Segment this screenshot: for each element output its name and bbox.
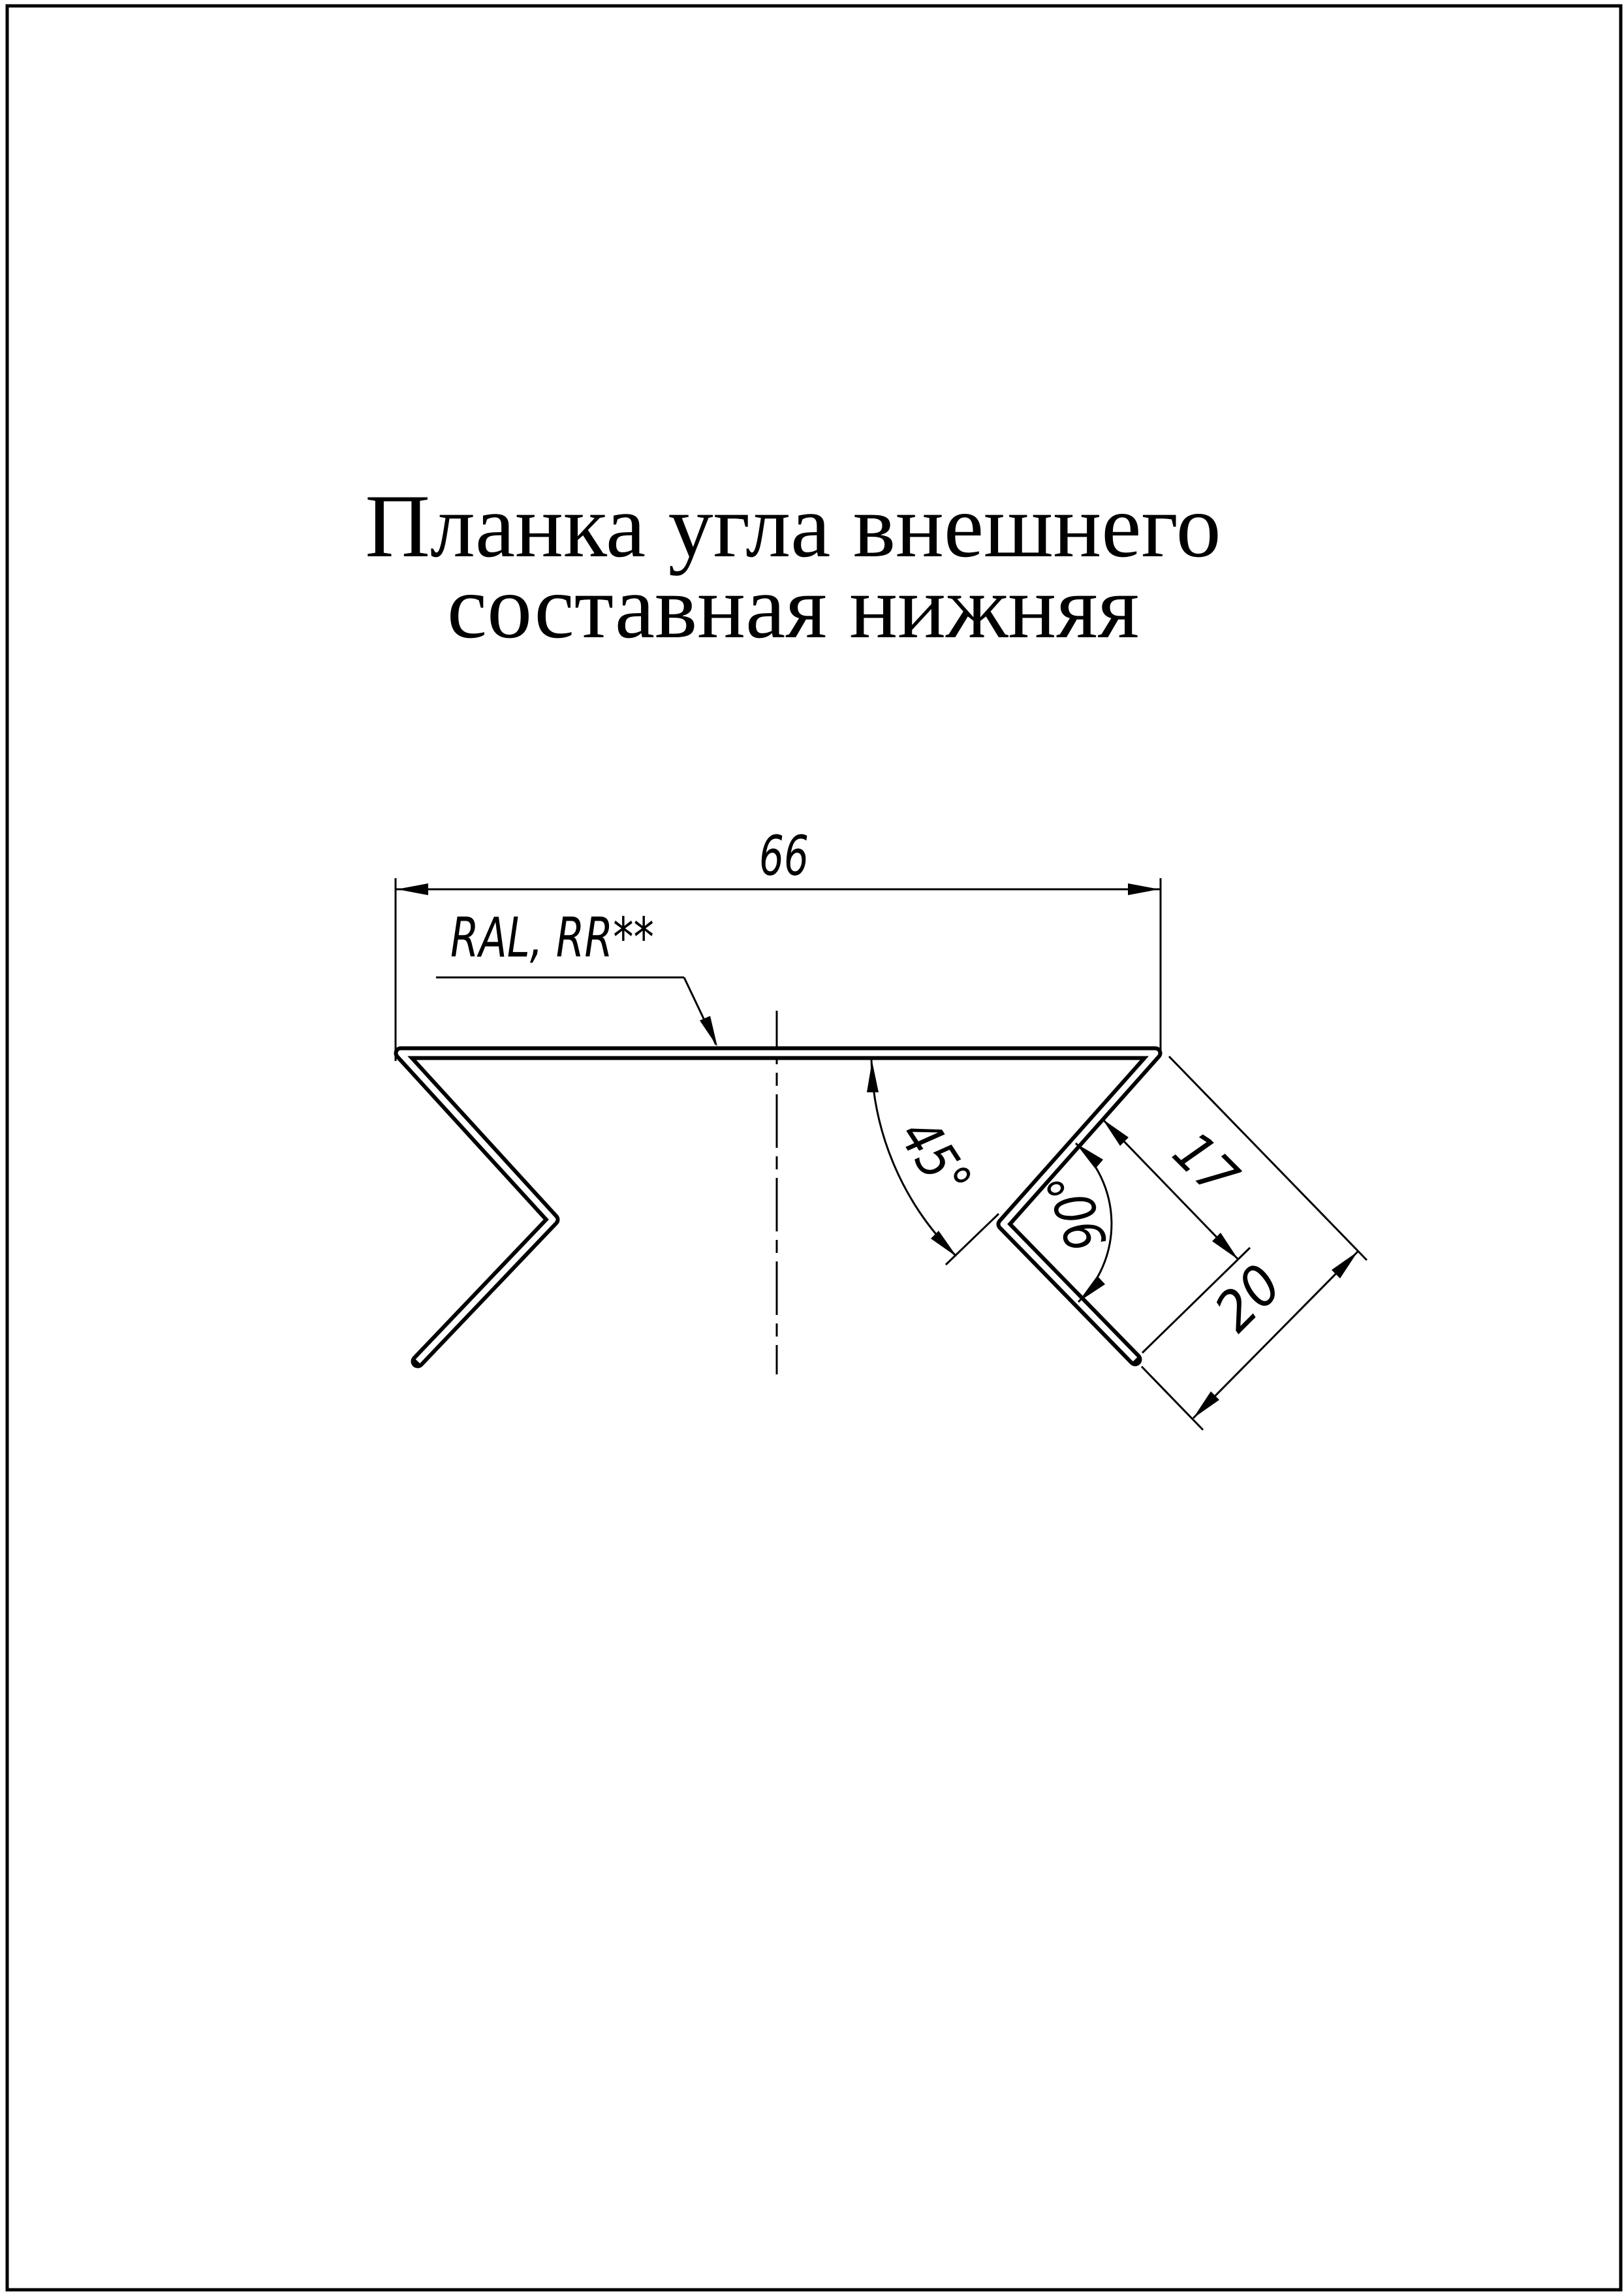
- page-title-line2: составная нижняя: [446, 557, 1140, 657]
- arrowhead-left-icon: [397, 883, 428, 895]
- dimension-20-label: 20: [1202, 1249, 1297, 1344]
- arc90-arrowhead-lower-icon: [1078, 1276, 1105, 1302]
- angle-extension-line: [946, 1214, 999, 1265]
- leader-ral: [436, 906, 717, 1047]
- angle-90-label: 90°: [1028, 1146, 1120, 1259]
- dimension-66-label: 66: [759, 824, 809, 888]
- arc45-arrowhead-bottom-icon: [931, 1231, 957, 1257]
- angle-45-label: 45°: [886, 1107, 993, 1224]
- extension-line-20-from-tip: [1142, 1367, 1203, 1430]
- drawing-title: [365, 476, 1221, 657]
- dimension-45deg: [867, 1060, 999, 1265]
- page-title-line1: Планка угла внешнего: [365, 476, 1221, 576]
- dimension-20: [1142, 1056, 1367, 1430]
- dimension-17-label: 17: [1161, 1119, 1256, 1214]
- arc45-arrowhead-top-icon: [867, 1061, 879, 1092]
- leader-arrowhead-icon: [700, 1016, 717, 1047]
- arc90-arrowhead-upper-icon: [1076, 1143, 1103, 1169]
- dimension-line-20: [1193, 1249, 1358, 1418]
- coating-label: RAL, RR**: [450, 906, 654, 970]
- arrowhead-right-icon: [1128, 883, 1159, 895]
- page-border: [7, 6, 1621, 2290]
